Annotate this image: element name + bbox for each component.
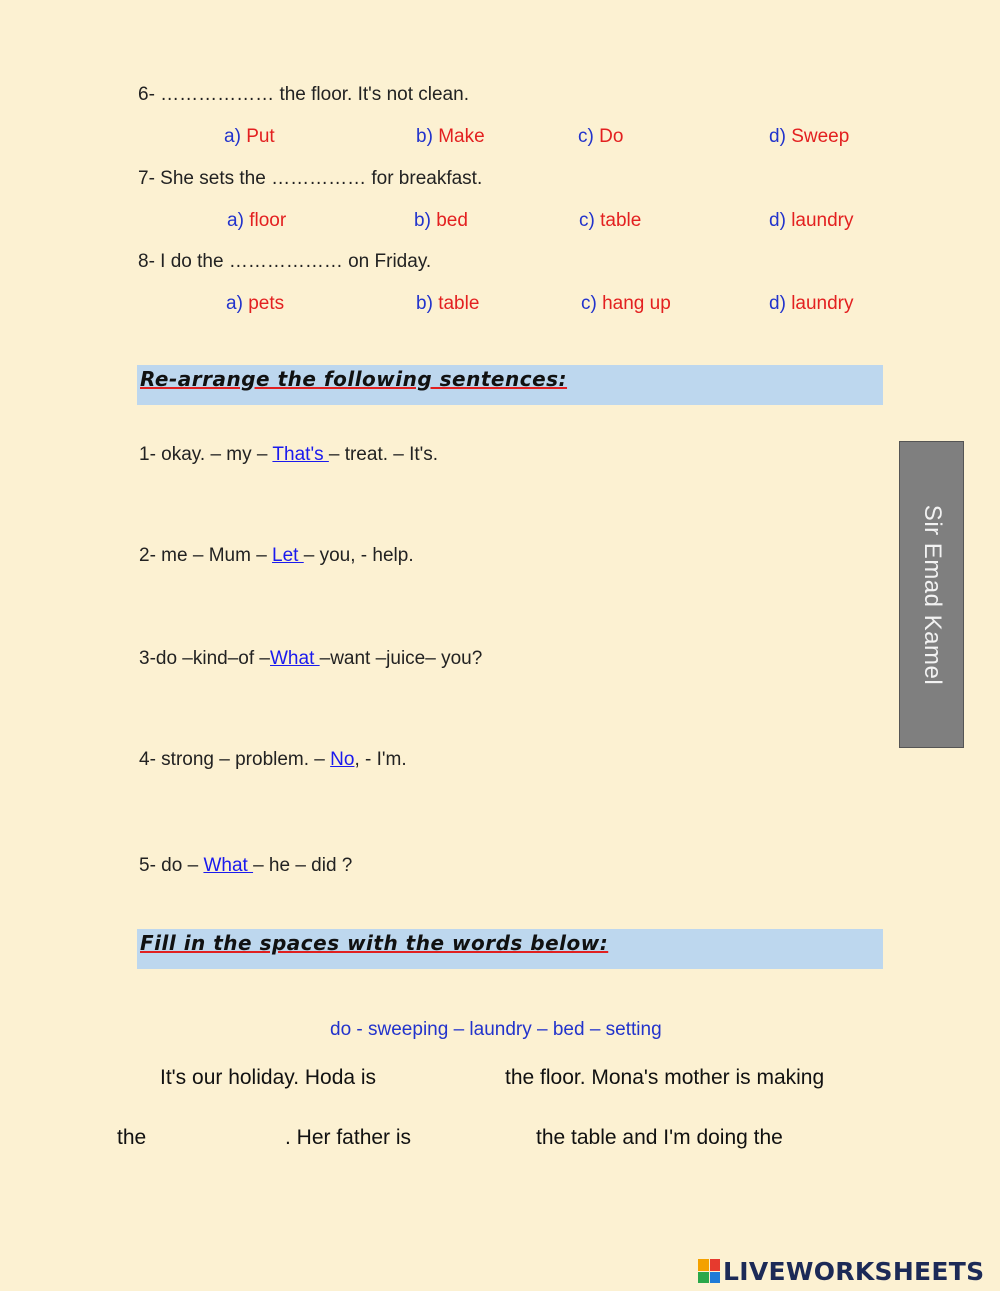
option-word: laundry — [791, 210, 854, 231]
answer-link[interactable]: Let — [272, 545, 304, 566]
option-word: table — [438, 293, 480, 314]
rearrange-item-5 — [139, 855, 352, 877]
sentence-pre: 2- me – Mum – — [139, 545, 273, 566]
paragraph-line2-end: the table and I'm doing the — [536, 1126, 783, 1149]
rearrange-header — [137, 365, 883, 405]
option-letter: d) — [769, 210, 786, 231]
option-letter: d) — [769, 293, 786, 314]
sentence-pre: 4- strong – problem. – — [139, 749, 331, 770]
paragraph-line2-start: the — [117, 1126, 147, 1149]
sentence-pre: 3-do –kind–of – — [139, 648, 270, 669]
option-8c[interactable] — [581, 293, 671, 315]
option-word: Do — [599, 126, 624, 147]
sentence-post: , - I'm. — [354, 749, 407, 770]
logo-text: LIVEWORKSHEETS — [723, 1256, 985, 1286]
option-7d[interactable] — [769, 210, 854, 232]
option-word: floor — [249, 210, 287, 231]
option-letter: c) — [578, 126, 594, 147]
option-word: laundry — [791, 293, 854, 314]
question-6: 6- ……………… the floor. It's not clean. — [138, 84, 469, 105]
option-8d[interactable] — [769, 293, 854, 315]
question-8: 8- I do the ……………… on Friday. — [138, 251, 432, 272]
option-7a[interactable] — [227, 210, 286, 232]
answer-link[interactable]: What — [270, 648, 320, 669]
option-letter: a) — [227, 210, 244, 231]
option-letter: b) — [414, 210, 431, 231]
answer-link[interactable]: That's — [272, 444, 329, 465]
option-letter: a) — [226, 293, 243, 314]
paragraph-line1-end: the floor. Mona's mother is making — [505, 1066, 825, 1089]
option-6a[interactable] — [224, 126, 275, 148]
rearrange-item-3 — [139, 648, 482, 670]
fill-title: Fill in the spaces with the words below: — [140, 931, 609, 955]
option-6b[interactable] — [416, 126, 485, 148]
author-sidebar — [899, 441, 964, 748]
option-8a[interactable] — [226, 293, 284, 315]
author-name: Sir Emad Kamel — [918, 504, 946, 685]
option-letter: a) — [224, 126, 241, 147]
option-letter: b) — [416, 126, 433, 147]
option-word: Sweep — [791, 126, 850, 147]
option-word: Put — [246, 126, 275, 147]
option-letter: b) — [416, 293, 433, 314]
question-7: 7- She sets the …………… for breakfast. — [138, 168, 483, 189]
sentence-pre: 5- do – — [139, 855, 204, 876]
option-letter: c) — [581, 293, 597, 314]
option-6d[interactable] — [769, 126, 849, 148]
liveworksheets-logo — [698, 1256, 984, 1286]
rearrange-title: Re-arrange the following sentences: — [140, 367, 568, 391]
option-7c[interactable] — [579, 210, 641, 232]
word-bank: do - sweeping – laundry – bed – setting — [330, 1019, 662, 1040]
paragraph-line1-start: It's our holiday. Hoda is — [160, 1066, 377, 1089]
option-word: Make — [438, 126, 485, 147]
option-word: hang up — [602, 293, 671, 314]
option-8b[interactable] — [416, 293, 479, 315]
logo-icon — [698, 1259, 720, 1283]
fill-header — [137, 929, 883, 969]
rearrange-item-2 — [139, 545, 414, 567]
option-6c[interactable] — [578, 126, 623, 148]
sentence-post: – treat. – It's. — [328, 444, 439, 465]
option-7b[interactable] — [414, 210, 468, 232]
sentence-post: –want –juice– you? — [319, 648, 483, 669]
option-letter: c) — [579, 210, 595, 231]
paragraph-line2-mid: . Her father is — [285, 1126, 412, 1149]
option-word: table — [600, 210, 642, 231]
sentence-post: – you, - help. — [303, 545, 414, 566]
option-word: pets — [248, 293, 285, 314]
sentence-post: – he – did ? — [253, 855, 353, 876]
sentence-pre: 1- okay. – my – — [139, 444, 273, 465]
rearrange-item-4 — [139, 749, 407, 771]
answer-link[interactable]: What — [203, 855, 254, 876]
rearrange-item-1 — [139, 444, 438, 466]
answer-link[interactable]: No — [330, 749, 355, 770]
option-word: bed — [436, 210, 468, 231]
option-letter: d) — [769, 126, 786, 147]
